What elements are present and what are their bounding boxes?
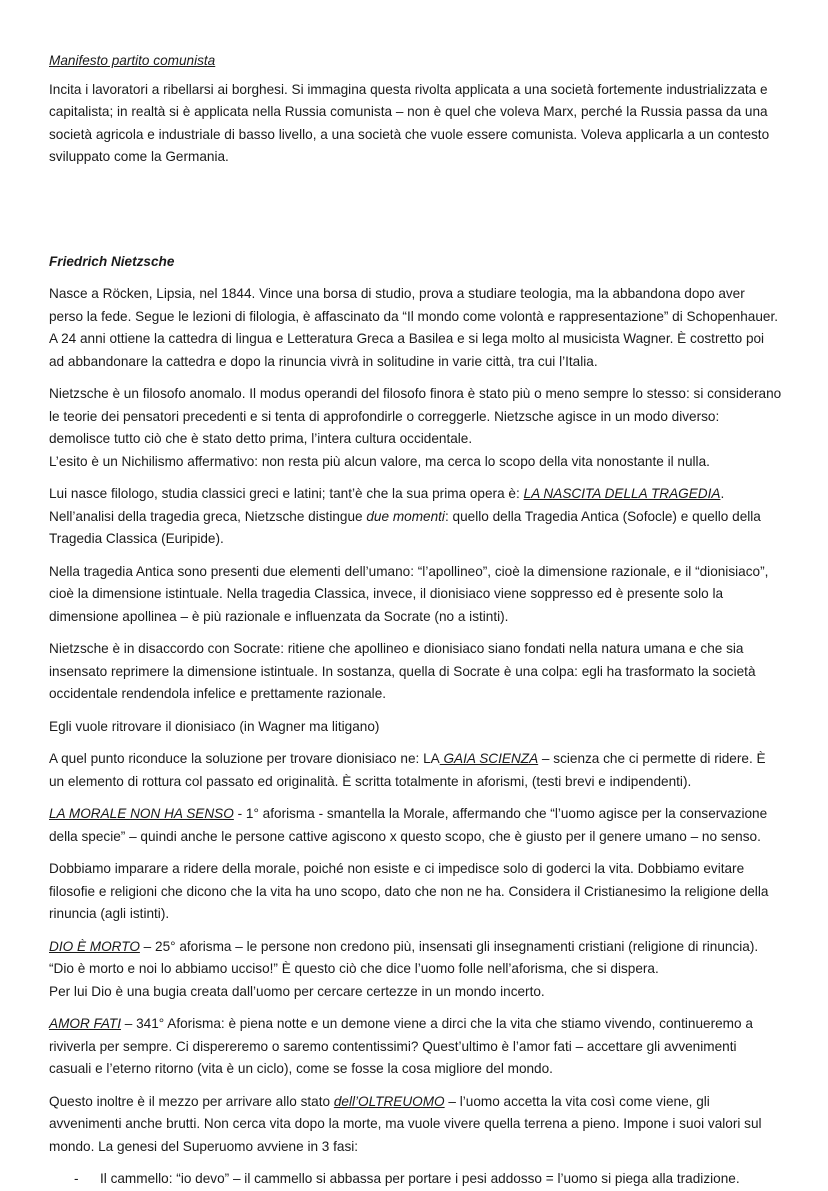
work-title-gaia-scienza: GAIA SCIENZA xyxy=(439,751,539,766)
document-page xyxy=(49,50,782,1191)
list-item xyxy=(49,1168,782,1191)
text-run: – 341° Aforisma: è piena notte e un demone viene a dirci che la vita che stiamo vivendo, continueremo a riviverla per sempre. Ci dispereremo o saremo contentissimi? Quest’ultimo è l’amor fati – accettare gli avvenimenti casuali e l’eterno ritorno (vita è un ciclo), come se fosse la cosa migliore del mondo. xyxy=(49,1016,753,1076)
paragraph-amor-fati xyxy=(49,1013,782,1081)
text-run: : quello della Tragedia Antica (Sofocle) e quello della Tragedia Classica (Euripide). xyxy=(49,508,761,546)
aphorism-title-morale: LA MORALE NON HA SENSO xyxy=(49,806,234,821)
paragraph-apollineo-dionisiaco: Nella tragedia Antica sono presenti due elementi dell’umano: “l’apollineo”, cioè la dimensione razionale, e il “dionisiaco”, cioè la dimensione istintuale. Nella tragedia Classica, invece, il dionisiaco viene soppresso ed è presente solo la dimensione apollinea – è più razionale e influenzata da Socrate (no a istinti). xyxy=(49,563,769,624)
list-bullet: - xyxy=(74,1171,79,1186)
paragraph-biography: Nasce a Röcken, Lipsia, nel 1844. Vince una borsa di studio, prova a studiare teologia, ma la abbandona dopo aver perso la fede. Segue le lezioni di filologia, è affascinato da “Il mondo come volontà e rappresentazione” di Schopenhauer. A 24 anni ottiene la cattedra di lingua e Letteratura Greca a Basilea e si lega molto al musicista Wagner. È costretto poi ad abbandonare la cattedra e dopo la rinuncia vivrà in solitudine in varie città, tra cui l’Italia. xyxy=(49,286,778,369)
aphorism-title-amor-fati: AMOR FATI xyxy=(49,1016,121,1031)
emphasis-due-momenti: due momenti xyxy=(366,508,445,524)
paragraph-gaia-scienza xyxy=(49,748,782,793)
paragraph-oltreuomo xyxy=(49,1091,782,1159)
section-heading-manifesto: Manifesto partito comunista xyxy=(49,53,216,68)
paragraph-dio-morto xyxy=(49,936,782,1004)
paragraph-socrate: Nietzsche è in disaccordo con Socrate: ritiene che apollineo e dionisiaco siano fondati nella natura umana e che sia insensato reprimere la dimensione istintuale. In sostanza, quella di Socrate è una colpa: egli ha trasformato la società occidentale rendendola infelice e prettamente razionale. xyxy=(49,641,756,701)
paragraph-anomalous-philosopher xyxy=(49,383,782,473)
text-run: . Nell’analisi della tragedia greca, Nietzsche distingue xyxy=(49,486,725,524)
paragraph-text: L’esito è un Nichilismo affermativo: non resta più alcun valore, ma cerca lo scopo della vita nonostante il nulla. xyxy=(49,453,710,469)
aphorism-title-dio-morto: DIO È MORTO xyxy=(49,938,140,954)
spacer xyxy=(49,179,782,251)
text-run: Per lui Dio è una bugia creata dall’uomo per cercare certezze in un mondo incerto. xyxy=(49,983,545,999)
text-run: – 25° aforisma – le persone non credono più, insensati gli insegnamenti cristiani (religione di rinuncia). xyxy=(139,938,759,954)
paragraph-philologist xyxy=(49,483,782,551)
paragraph-manifesto: Incita i lavoratori a ribellarsi ai borghesi. Si immagina questa rivolta applicata a una società fortemente industrializzata e capitalista; in realtà si è applicata nella Russia comunista – non è quel che voleva Marx, perché la Russia passa da una società agricola e industriale di basso livello, a una società che vuole essere comunista. Voleva applicarla a un contesto sviluppato come la Germania. xyxy=(49,81,770,164)
text-run: Questo inoltre è il mezzo per arrivare allo stato xyxy=(49,1093,334,1109)
text-run: “Dio è morto e noi lo abbiamo ucciso!” È questo ciò che dice l’uomo folle nell’aforisma, che si dispera. xyxy=(49,961,659,976)
text-run: Lui nasce filologo, studia classici greci e latini; tant’è che la sua prima opera è: xyxy=(49,486,524,501)
paragraph-wagner: Egli vuole ritrovare il dionisiaco (in Wagner ma litigano) xyxy=(49,718,380,734)
work-title-nascita-tragedia: LA NASCITA DELLA TRAGEDIA xyxy=(523,486,721,501)
text-run: – l’uomo accetta la vita così come viene, gli avvenimenti anche brutti. Non cerca vita dopo la morte, ma vuole vivere quella terrena a pieno. Impone i suoi valori sul mondo. La genesi del Superuomo avviene in 3 fasi: xyxy=(49,1093,762,1154)
text-run: - 1° aforisma - smantella la Morale, affermando che “l’uomo agisce per la conservazione della specie” – quindi anche le persone cattive agiscono x questo scopo, che è giusto per il genere umano – no senso. xyxy=(49,806,768,844)
paragraph-text: Nietzsche è un filosofo anomalo. Il modus operandi del filosofo finora è stato più o meno sempre lo stesso: si considerano le teorie dei pensatori precedenti e si tenta di approfondirle o correggerle. Nietzsche agisce in un modo diverso: demolisce tutto ciò che è stato detto prima, l’intera cultura occidentale. xyxy=(49,386,782,446)
concept-title-oltreuomo: dell’OLTREUOMO xyxy=(333,1093,445,1109)
section-heading-nietzsche: Friedrich Nietzsche xyxy=(49,253,175,269)
paragraph-ridere-morale: Dobbiamo imparare a ridere della morale, poiché non esiste e ci impedisce solo di goderci la vita. Dobbiamo evitare filosofie e religioni che dicono che la vita ha uno scopo, dato che non ne ha. Considera il Cristianesimo la religione della rinuncia (agli istinti). xyxy=(49,861,769,921)
phases-list xyxy=(49,1168,782,1191)
text-run: A quel punto riconduce la soluzione per trovare dionisiaco ne: LA xyxy=(49,751,440,766)
text-run: – scienza che ci permette di ridere. È un elemento di rottura col passato ed originalità. È scritta totalmente in aforismi, (testi brevi e indipendenti). xyxy=(49,751,766,789)
paragraph-morale xyxy=(49,803,782,848)
list-item-text: Il cammello: “io devo” – il cammello si abbassa per portare i pesi addosso = l’uomo si piega alla tradizione. xyxy=(100,1171,740,1186)
